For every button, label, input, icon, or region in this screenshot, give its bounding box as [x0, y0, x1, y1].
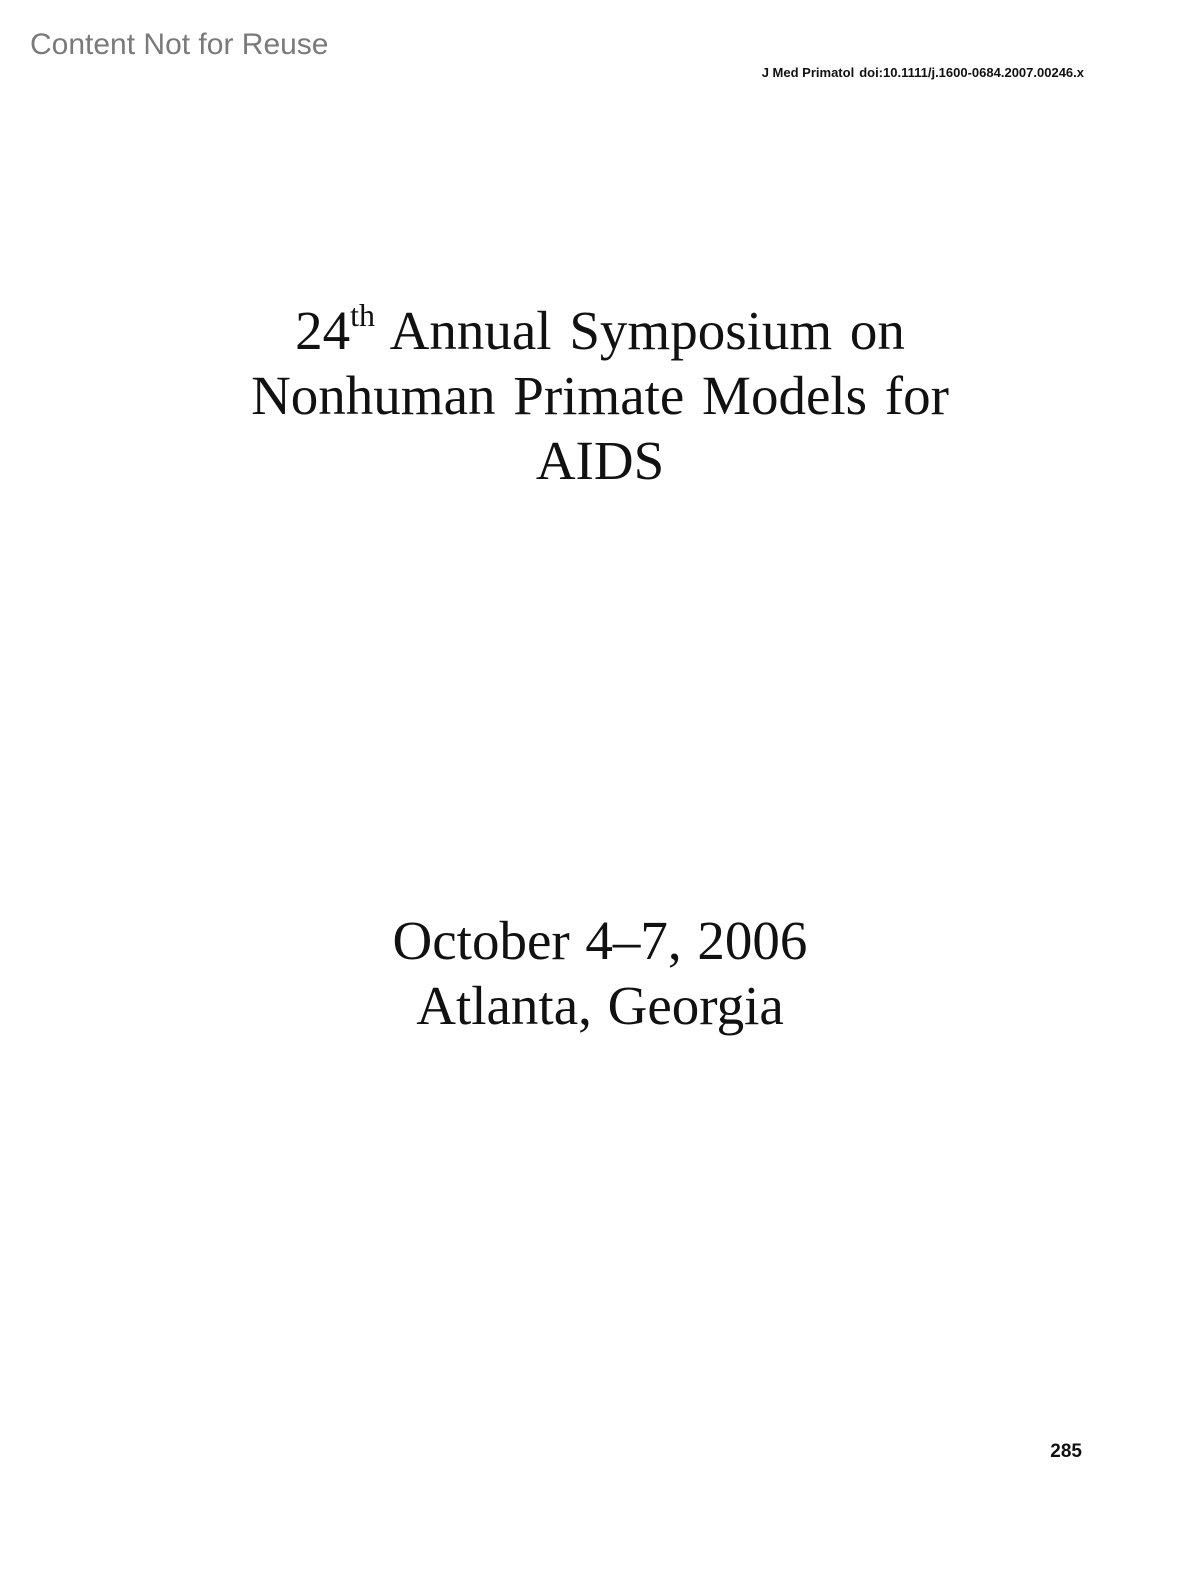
title-line-2: Nonhuman Primate Models for: [251, 365, 949, 426]
event-dates: October 4–7, 2006: [392, 910, 808, 971]
title-line-1-text: Annual Symposium on: [389, 300, 905, 361]
doi: doi:10.1111/j.1600-0684.2007.00246.x: [859, 65, 1084, 80]
page-number: 285: [1050, 1441, 1082, 1462]
title-ordinal-number: 24: [295, 300, 351, 361]
running-head: [762, 66, 1084, 79]
watermark: Content Not for Reuse: [30, 28, 329, 61]
event-location: Atlanta, Georgia: [416, 975, 784, 1036]
title-ordinal-suffix: th: [350, 296, 375, 333]
title-line-1: [0, 298, 1200, 363]
title-line-3: AIDS: [535, 430, 665, 491]
event-details: [0, 908, 1200, 1038]
journal-name: J Med Primatol: [761, 65, 855, 80]
symposium-title: [0, 298, 1200, 493]
